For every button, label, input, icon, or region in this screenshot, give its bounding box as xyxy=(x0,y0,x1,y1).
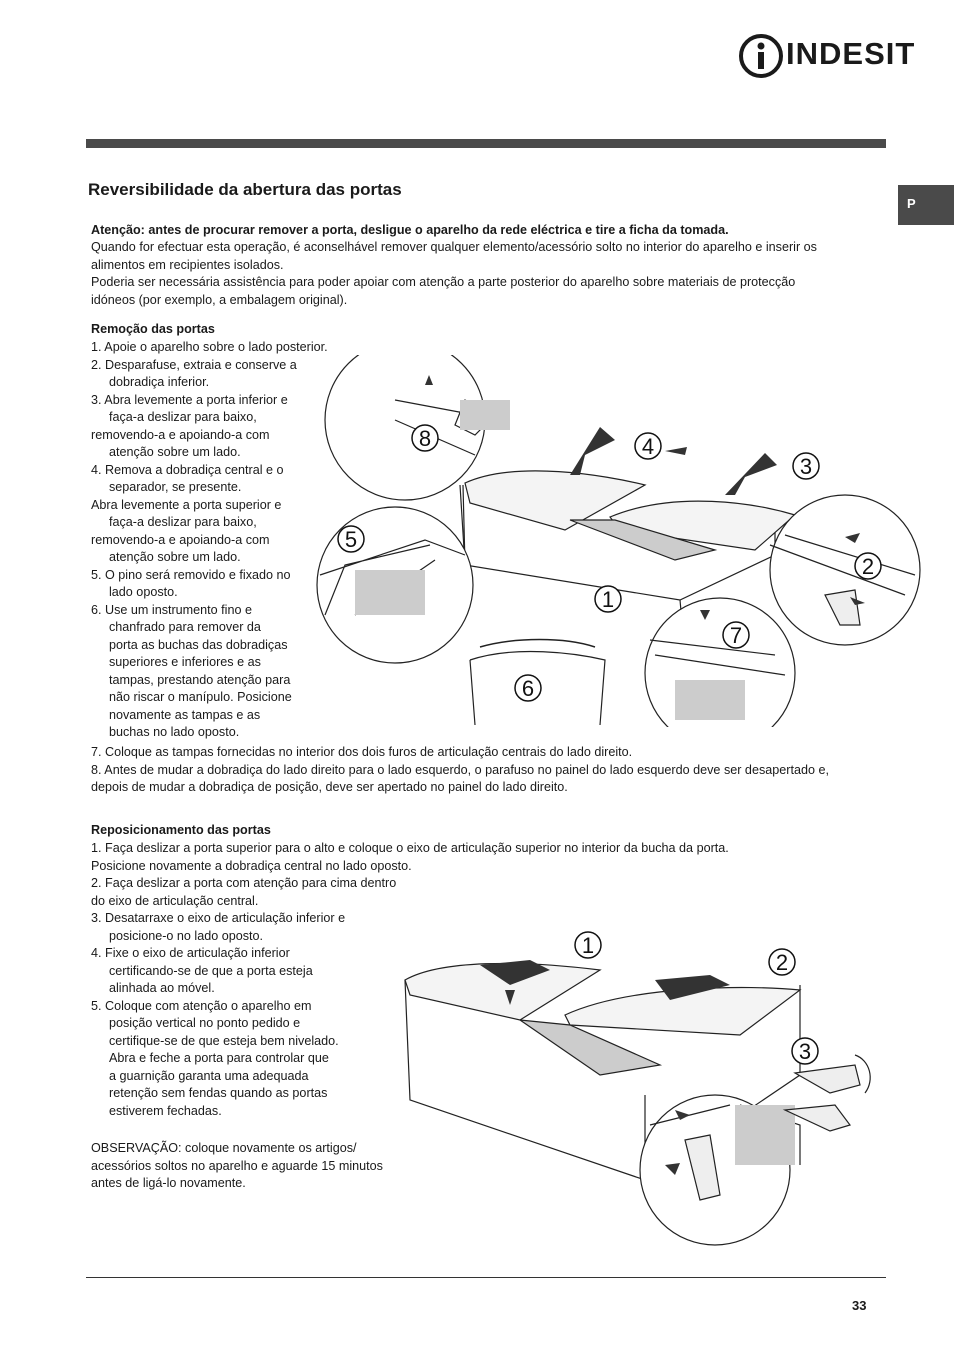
svg-text:1: 1 xyxy=(601,587,615,612)
removal-steps-continued xyxy=(91,744,829,797)
door-removal-diagram xyxy=(315,355,954,727)
reposition-step-line: 2. Faça deslizar a porta com atenção para cima dentro xyxy=(91,876,397,890)
note-paragraph xyxy=(91,1140,383,1193)
removal-step-line: porta as buchas das dobradiças xyxy=(109,637,288,652)
language-tab[interactable]: P xyxy=(898,185,954,225)
figure-label-3 xyxy=(793,453,819,479)
reposition-step-line: posicione-o no lado oposto. xyxy=(109,928,264,943)
figure-label-7 xyxy=(723,622,749,648)
intro-line: alimentos em recipientes isolados. xyxy=(91,257,284,272)
removal-step-line: dobradiça inferior. xyxy=(109,375,210,389)
reposition-step-line: alinhada ao móvel. xyxy=(109,981,215,995)
removal-step-line: separador, se presente. xyxy=(109,480,242,494)
note-line: acessórios soltos no aparelho e aguarde 15 minutos xyxy=(91,1158,383,1173)
removal-step-line: não riscar o manípulo. Posicione xyxy=(109,690,292,704)
intro-line: idóneos (por exemplo, a embalagem original). xyxy=(91,292,348,307)
section-title: Reversibilidade da abertura das portas xyxy=(88,180,402,199)
reposition-step-line: do eixo de articulação central. xyxy=(91,893,259,908)
figure-label-8 xyxy=(412,425,438,451)
svg-text:7: 7 xyxy=(729,623,743,648)
reposition-step-line: a guarnição garanta uma adequada xyxy=(109,1068,309,1083)
reposition-step-line: certifique-se de que esteja bem nivelado. xyxy=(109,1033,339,1048)
removal-step-line: 7. Coloque as tampas fornecidas no interior dos dois furos de articulação centrais do lado direito. xyxy=(91,745,633,759)
intro-paragraph xyxy=(91,239,817,309)
removal-step-line: 8. Antes de mudar a dobradiça do lado direito para o lado esquerdo, o parafuso no painel do lado esquerdo deve ser desapertado e, xyxy=(91,762,829,777)
svg-text:4: 4 xyxy=(641,434,655,459)
reposition-step-line: 1. Faça deslizar a porta superior para o alto e coloque o eixo de articulação superior no interior da bucha da porta. xyxy=(91,841,729,855)
warning-text: Atenção: antes de procurar remover a porta, desligue o aparelho da rede eléctrica e tire a ficha da tomada. xyxy=(91,223,729,237)
reposition-step-line: 3. Desatarraxe o eixo de articulação inferior e xyxy=(91,911,346,925)
figure-label-6 xyxy=(515,675,541,701)
page-number: 33 xyxy=(852,1298,867,1313)
removal-step-line: atenção sobre um lado. xyxy=(109,445,241,459)
removal-step-line: faça-a deslizar para baixo, xyxy=(109,515,257,529)
removal-step-line: 1. Apoie o aparelho sobre o lado posterior. xyxy=(91,340,328,354)
repositioning-steps-intro xyxy=(91,840,729,875)
removal-step-line: lado oposto. xyxy=(109,585,178,599)
removal-step-line: buchas no lado oposto. xyxy=(109,725,240,739)
header-bar xyxy=(86,139,886,148)
intro-line: Poderia ser necessária assistência para poder apoiar com atenção a parte posterior do aparelho sobre materiais de protecção xyxy=(91,275,796,289)
removal-step-line: 5. O pino será removido e fixado no xyxy=(91,567,291,582)
removal-step-line: superiores e inferiores e as xyxy=(109,655,261,669)
note-line: antes de ligá-lo novamente. xyxy=(91,1176,246,1190)
intro-line: Quando for efectuar esta operação, é aconselhável remover qualquer elemento/acessório solto no interior do aparelho e inserir os xyxy=(91,240,817,254)
svg-text:8: 8 xyxy=(418,426,432,451)
footer-rule xyxy=(86,1277,886,1278)
svg-text:6: 6 xyxy=(521,676,535,701)
reposition-step-line: 5. Coloque com atenção o aparelho em xyxy=(91,998,312,1013)
removal-step-line: removendo-a e apoiando-a com xyxy=(91,427,270,442)
removal-step-line: Abra levemente a porta superior e xyxy=(91,497,282,512)
reposition-step-line: certificando-se de que a porta esteja xyxy=(109,963,313,978)
removal-steps xyxy=(91,339,328,742)
svg-text:3: 3 xyxy=(798,1039,812,1064)
removal-step-line: 4. Remova a dobradiça central e o xyxy=(91,462,284,477)
svg-text:2: 2 xyxy=(861,554,875,579)
brand-name: INDESIT xyxy=(786,36,916,71)
removal-step-line: depois de mudar a dobradiça de posição, deve ser apertado no painel do lado direito. xyxy=(91,780,568,794)
reposition-step-line: Abra e feche a porta para controlar que xyxy=(109,1051,329,1065)
figure-label-5 xyxy=(338,526,364,552)
reposition-step-line: posição vertical no ponto pedido e xyxy=(109,1016,301,1030)
removal-step-line: 6. Use um instrumento fino e xyxy=(91,602,252,617)
reposition-figure-label-2 xyxy=(769,949,795,975)
reposition-step-line: estiverem fechadas. xyxy=(109,1103,222,1118)
door-repositioning-diagram xyxy=(400,925,890,1260)
removal-step-line: atenção sobre um lado. xyxy=(109,550,241,564)
removal-step-line: chanfrado para remover da xyxy=(109,620,261,634)
figure-label-4 xyxy=(635,433,661,459)
svg-text:5: 5 xyxy=(344,527,358,552)
svg-text:1: 1 xyxy=(581,933,595,958)
removal-step-line: removendo-a e apoiando-a com xyxy=(91,532,270,547)
note-line: OBSERVAÇÃO: coloque novamente os artigos/ xyxy=(91,1141,357,1155)
reposition-step-line: 4. Fixe o eixo de articulação inferior xyxy=(91,946,290,960)
reposition-figure-label-3 xyxy=(792,1038,818,1064)
repositioning-steps xyxy=(91,875,396,1120)
reposition-figure-label-1 xyxy=(575,932,601,958)
reposition-step-line: Posicione novamente a dobradiça central no lado oposto. xyxy=(91,858,412,873)
removal-step-line: faça-a deslizar para baixo, xyxy=(109,410,257,424)
svg-text:2: 2 xyxy=(775,950,789,975)
repositioning-heading: Reposicionamento das portas xyxy=(91,823,271,837)
removal-heading: Remoção das portas xyxy=(91,322,215,336)
removal-step-line: 3. Abra levemente a porta inferior e xyxy=(91,392,288,407)
removal-step-line: tampas, prestando atenção para xyxy=(109,672,291,687)
figure-label-2 xyxy=(855,553,881,579)
figure-label-1 xyxy=(595,586,621,612)
removal-step-line: novamente as tampas e as xyxy=(109,707,261,722)
svg-text:3: 3 xyxy=(799,454,813,479)
removal-step-line: 2. Desparafuse, extraia e conserve a xyxy=(91,357,297,372)
reposition-step-line: retenção sem fendas quando as portas xyxy=(109,1086,328,1100)
